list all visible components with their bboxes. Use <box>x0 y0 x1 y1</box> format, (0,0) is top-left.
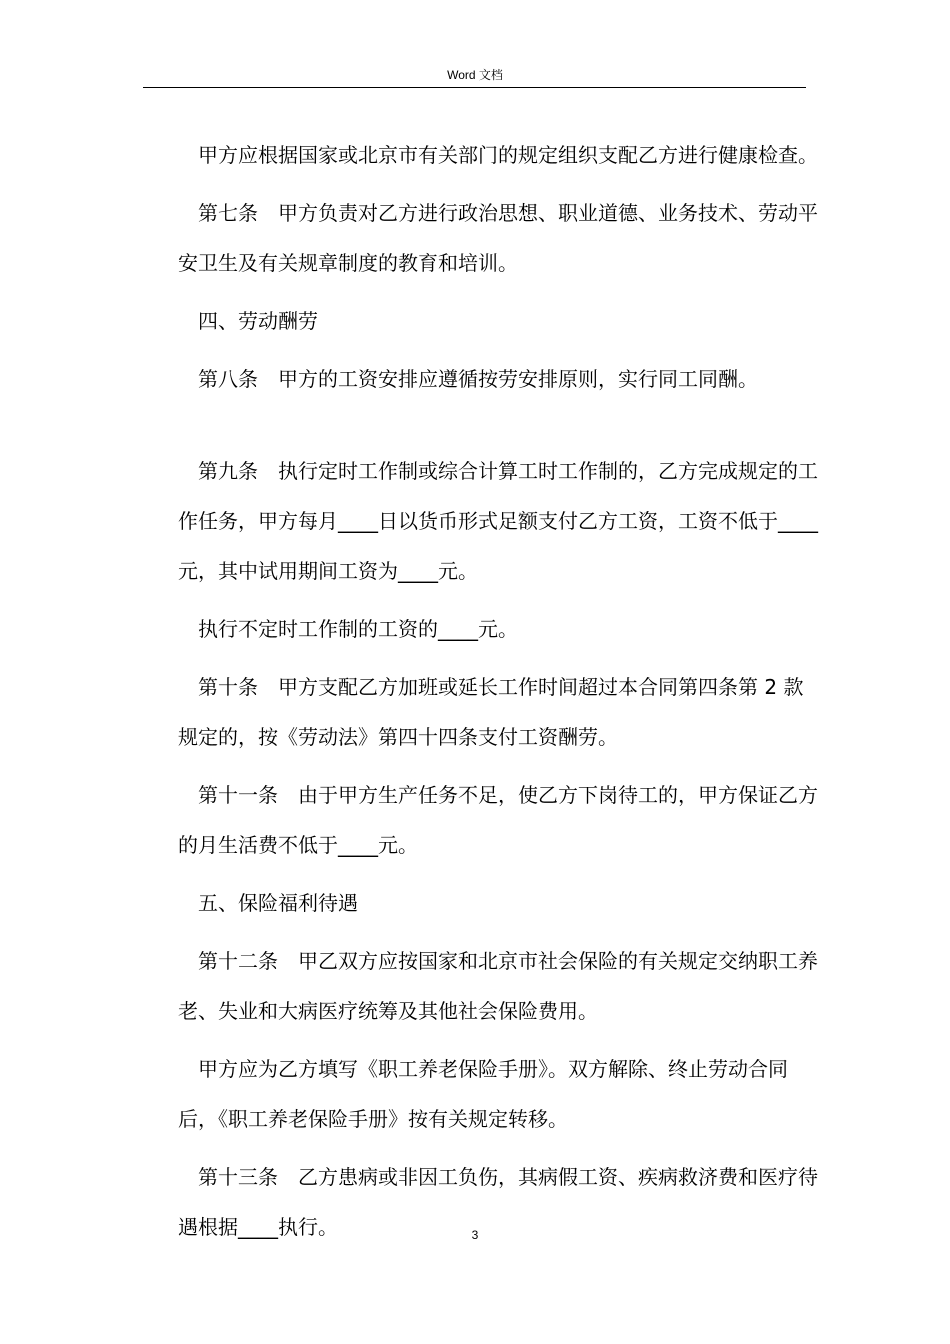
paragraph-article-13: 第十三条 乙方患病或非因工负伤，其病假工资、疾病救济费和医疗待遇根据____执行。 <box>178 1165 818 1239</box>
paragraph-article-11: 第十一条 由于甲方生产任务不足，使乙方下岗待工的，甲方保证乙方的月生活费不低于____元。 <box>178 783 818 857</box>
paragraph-irregular-hours-wage: 执行不定时工作制的工资的____元。 <box>198 617 518 641</box>
section-heading-insurance-welfare: 五、保险福利待遇 <box>198 891 358 915</box>
paragraph-health-check: 甲方应根据国家或北京市有关部门的规定组织支配乙方进行健康检查。 <box>198 143 818 167</box>
paragraph-article-7: 第七条 甲方负责对乙方进行政治思想、职业道德、业务技术、劳动平安卫生及有关规章制度的教育和培训。 <box>178 201 818 275</box>
paragraph-article-8: 第八条 甲方的工资安排应遵循按劳安排原则，实行同工同酬。 <box>198 367 758 391</box>
page-header: Word 文档 <box>447 68 503 82</box>
paragraph-article-9: 第九条 执行定时工作制或综合计算工时工作制的，乙方完成规定的工作任务，甲方每月____日以货币形式足额支付乙方工资，工资不低于____元，其中试用期间工资为____元。 <box>178 459 818 583</box>
paragraph-article-12: 第十二条 甲乙双方应按国家和北京市社会保险的有关规定交纳职工养老、失业和大病医疗统筹及其他社会保险费用。 <box>178 949 818 1023</box>
page-number: 3 <box>471 1228 479 1242</box>
paragraph-article-10: 第十条 甲方支配乙方加班或延长工作时间超过本合同第四条第 2 款规定的，按《劳动法》第四十四条支付工资酬劳。 <box>178 675 804 749</box>
paragraph-pension-handbook: 甲方应为乙方填写《职工养老保险手册》。双方解除、终止劳动合同后，《职工养老保险手册》按有关规定转移。 <box>178 1057 788 1131</box>
section-heading-labor-pay: 四、劳动酬劳 <box>198 309 318 333</box>
document-body <box>178 130 818 1260</box>
header-divider <box>143 87 806 88</box>
